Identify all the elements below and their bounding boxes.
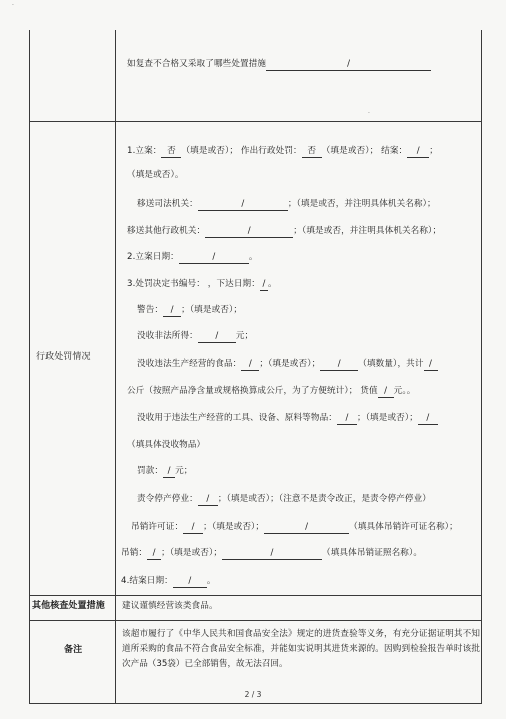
certificate-name-value: / — [222, 548, 322, 560]
table-border-bottom — [29, 703, 482, 704]
warning-value: / — [163, 305, 181, 317]
table-border-right — [481, 30, 482, 704]
confiscate-tools-value: / — [337, 413, 357, 425]
other-measures-value: 建议谨慎经营该类食品。 — [122, 601, 218, 611]
revoke-license-value: / — [183, 522, 203, 534]
transfer-judicial-value: / — [198, 199, 288, 211]
table-border-left — [29, 30, 30, 704]
license-name-value: / — [264, 522, 349, 534]
recheck-question: 如复查不合格又采取了哪些处置措施 — [127, 59, 267, 69]
scan-speck: · — [368, 110, 370, 117]
recheck-answer: / — [266, 59, 431, 71]
fine-line: 罚款： / 元； — [137, 466, 193, 476]
penalty-made-value: 否 — [302, 146, 322, 158]
closing-date-value: / — [173, 576, 207, 588]
other-measures-label: 其他核查处置措施 — [32, 601, 105, 611]
case-closed-value: / — [407, 146, 429, 158]
transfer-admin-line: 移送其他行政机关： / ；（填是或否，并注明具体机关名称）； — [127, 226, 442, 236]
confiscate-tools-line: 没收用于违法生产经营的工具、设备、原料等物品： / ；（填是或否）； / — [137, 413, 438, 425]
remarks-label: 备注 — [64, 645, 83, 655]
confiscate-food-value: / — [241, 359, 259, 371]
scan-speck: · — [12, 2, 14, 9]
transfer-judicial-line: 移送司法机关： / ；（填是或否，并注明具体机关名称）； — [137, 199, 436, 209]
row-divider — [29, 121, 482, 122]
column-divider — [115, 30, 116, 704]
remarks-value: 该超市履行了《中华人民共和国食品安全法》规定的进货查验等义务，有充分证据证明其不知道所采购的食品不符合食品安全标准，并能如实说明其进货来源的。因购到检验报告单时该批次产品（35袋）已全部销售，故无法召回。 — [122, 629, 480, 669]
confiscate-items-value: / — [418, 413, 438, 425]
filing-date-value: / — [179, 252, 249, 264]
filing-date-line: 2.立案日期： / 。 — [127, 252, 258, 262]
case-line: 1.立案： 否 （填是或否）； 作出行政处罚： 否 （填是或否）； 结案： / ； — [127, 146, 438, 156]
confiscate-food-line: 没收违法生产经营的食品： / ；（填是或否）； / （填数量），共计 / — [137, 359, 438, 371]
confiscate-total-value: / — [424, 359, 438, 371]
revoke-value: / — [147, 548, 161, 560]
confiscate-quantity-value: / — [320, 359, 358, 371]
confiscate-food-line-cont: 公斤（按照产品净含量或规格换算成公斤，为了方便统计）； 货值 / 元。。 — [127, 386, 416, 396]
fine-value: / — [163, 466, 175, 478]
recheck-row — [127, 59, 431, 71]
page-number: 2 / 3 — [244, 690, 262, 699]
suspend-value: / — [198, 494, 218, 506]
revoke-license-line: 吊销许可证： / ；（填是或否）； / （填具体吊销许可证名称）； — [131, 522, 458, 532]
row-divider — [29, 620, 482, 621]
decision-line: 3.处罚决定书编号： ，下达日期： / 。 — [127, 279, 277, 289]
suspend-line: 责令停产停业： / ；（填是或否）；（注意不是责令改正，是责令停产停业） — [137, 494, 431, 504]
confiscate-income-value: / — [198, 331, 236, 343]
transfer-admin-value: / — [205, 226, 293, 238]
confiscate-tools-line-cont: （填具体没收物品） — [127, 440, 206, 450]
case-filed-value: 否 — [161, 146, 181, 158]
warning-line: 警告： / ；（填是或否）； — [137, 305, 243, 315]
goods-value: / — [378, 386, 394, 398]
issue-date-value: / — [260, 279, 268, 291]
penalty-label: 行政处罚情况 — [36, 352, 91, 362]
revoke-line: 吊销： / ；（填是或否）； / （填具体吊销证照名称）。 — [121, 548, 423, 558]
case-line-cont: （填是或否）。 — [127, 170, 184, 180]
row-divider — [29, 595, 482, 596]
closing-date-line: 4.结案日期： / 。 — [121, 576, 216, 586]
confiscate-income-line: 没收非法所得： / 元； — [137, 331, 254, 341]
